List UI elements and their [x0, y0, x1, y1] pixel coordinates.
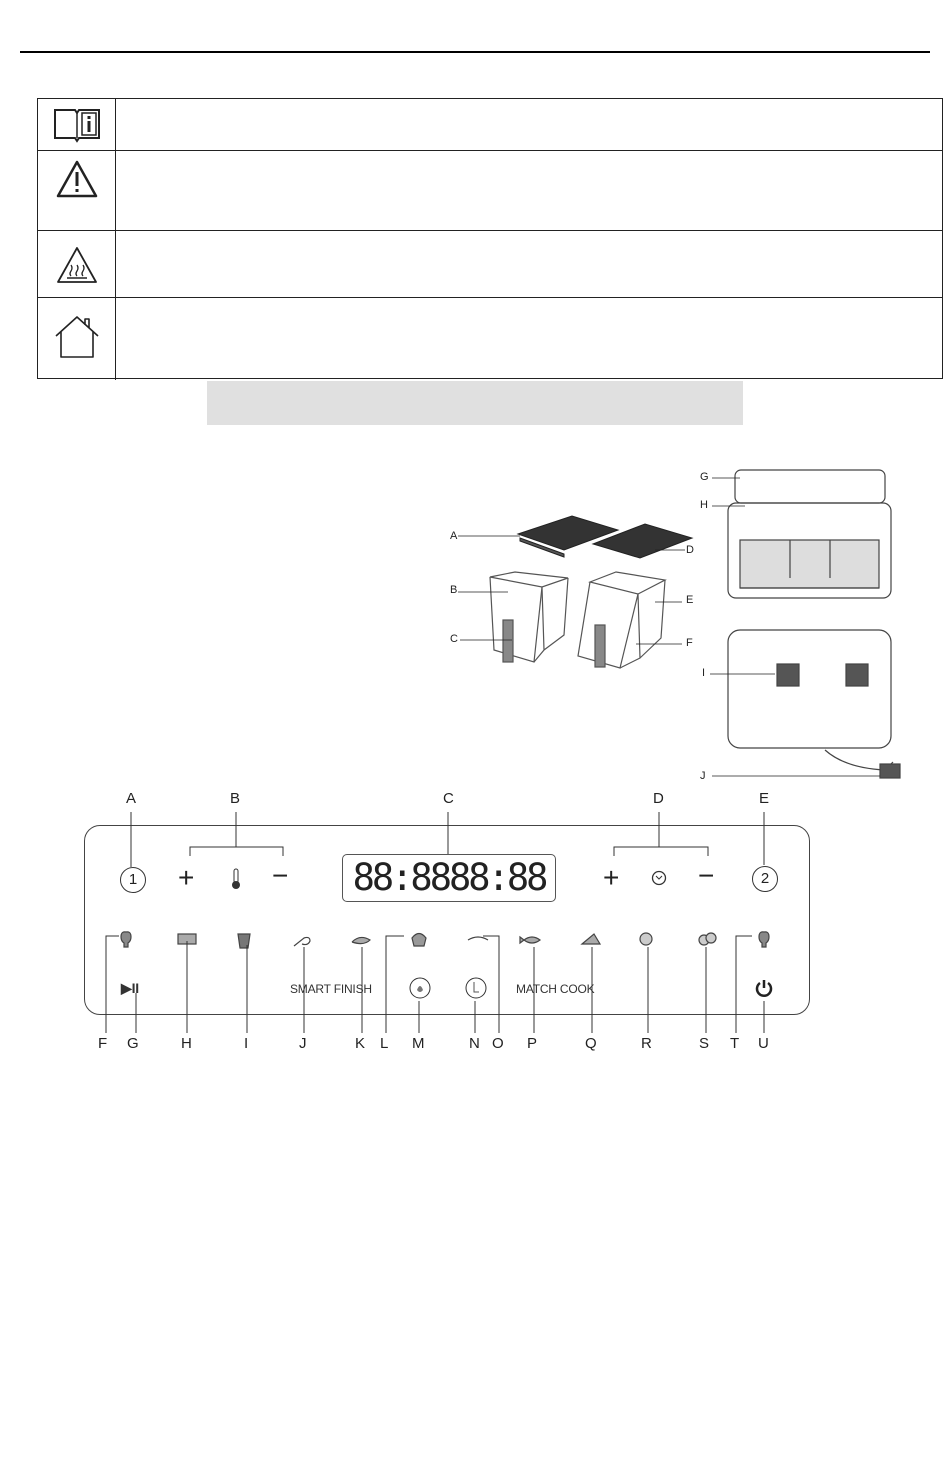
panel-letter-r: R — [641, 1035, 652, 1052]
label-h: H — [700, 499, 708, 511]
panel-letter-u: U — [758, 1035, 769, 1052]
label-j: J — [700, 770, 706, 782]
label-e: E — [686, 594, 694, 606]
panel-letter-b: B — [230, 790, 241, 807]
time-minus-button[interactable]: − — [698, 860, 715, 891]
panel-letter-g: G — [127, 1035, 139, 1052]
label-a: A — [450, 530, 458, 542]
panel-letter-k: K — [355, 1035, 366, 1052]
panel-letter-i: I — [244, 1035, 249, 1052]
header-rule — [20, 51, 930, 53]
panel-letter-e: E — [759, 790, 770, 807]
panel-letter-a: A — [126, 790, 137, 807]
panel-letter-d: D — [653, 790, 664, 807]
label-i: I — [702, 667, 706, 679]
panel-letter-t: T — [730, 1035, 740, 1052]
panel-letter-p: P — [527, 1035, 538, 1052]
basket2-button[interactable]: 2 — [752, 866, 778, 892]
time-plus-button[interactable]: + — [603, 862, 620, 893]
panel-letter-c: C — [443, 790, 454, 807]
appliance-front — [728, 470, 891, 598]
match-cook-label: MATCH COOK — [516, 982, 595, 996]
symbol-row-indoor — [38, 298, 942, 380]
appliance-back — [728, 630, 900, 778]
section-banner — [207, 381, 743, 425]
symbol-row-warning — [38, 151, 942, 231]
panel-letter-j: J — [299, 1035, 307, 1052]
symbols-table — [37, 98, 943, 379]
panel-letter-n: N — [469, 1035, 480, 1052]
timer-icon — [651, 870, 667, 886]
crisper-plate-a — [518, 516, 618, 557]
hot-surface-icon — [55, 245, 99, 285]
indoor-use-icon — [52, 312, 102, 360]
panel-letter-q: Q — [585, 1035, 597, 1052]
parts-diagram — [440, 460, 950, 790]
label-b: B — [450, 584, 458, 596]
panel-bottom-leaders — [0, 925, 950, 1040]
play-pause-button[interactable]: ▶II — [121, 980, 139, 996]
basket-e — [578, 572, 665, 668]
label-d: D — [686, 544, 694, 556]
panel-letter-h: H — [181, 1035, 192, 1052]
label-c: C — [450, 633, 458, 645]
panel-letter-f: F — [98, 1035, 108, 1052]
manual-info-icon — [52, 105, 102, 143]
air-fryer-parts-illustration — [440, 460, 950, 790]
panel-bottom-letters — [98, 1035, 788, 1055]
symbol-row-hot — [38, 231, 942, 298]
warning-triangle-icon — [55, 159, 99, 199]
label-f: F — [686, 637, 693, 649]
symbol-row-manual — [38, 99, 942, 151]
panel-letter-s: S — [699, 1035, 710, 1052]
panel-letter-o: O — [492, 1035, 504, 1052]
basket1-button[interactable]: 1 — [120, 867, 146, 893]
time-temp-display: 88:8888:88 — [342, 854, 556, 902]
panel-letter-l: L — [380, 1035, 389, 1052]
temp-minus-button[interactable]: − — [272, 860, 289, 891]
temp-plus-button[interactable]: + — [178, 862, 195, 893]
thermometer-icon — [230, 868, 242, 890]
label-g: G — [700, 471, 709, 483]
smart-finish-label: SMART FINISH — [290, 982, 372, 996]
panel-letter-m: M — [412, 1035, 425, 1052]
basket-b — [490, 572, 568, 662]
